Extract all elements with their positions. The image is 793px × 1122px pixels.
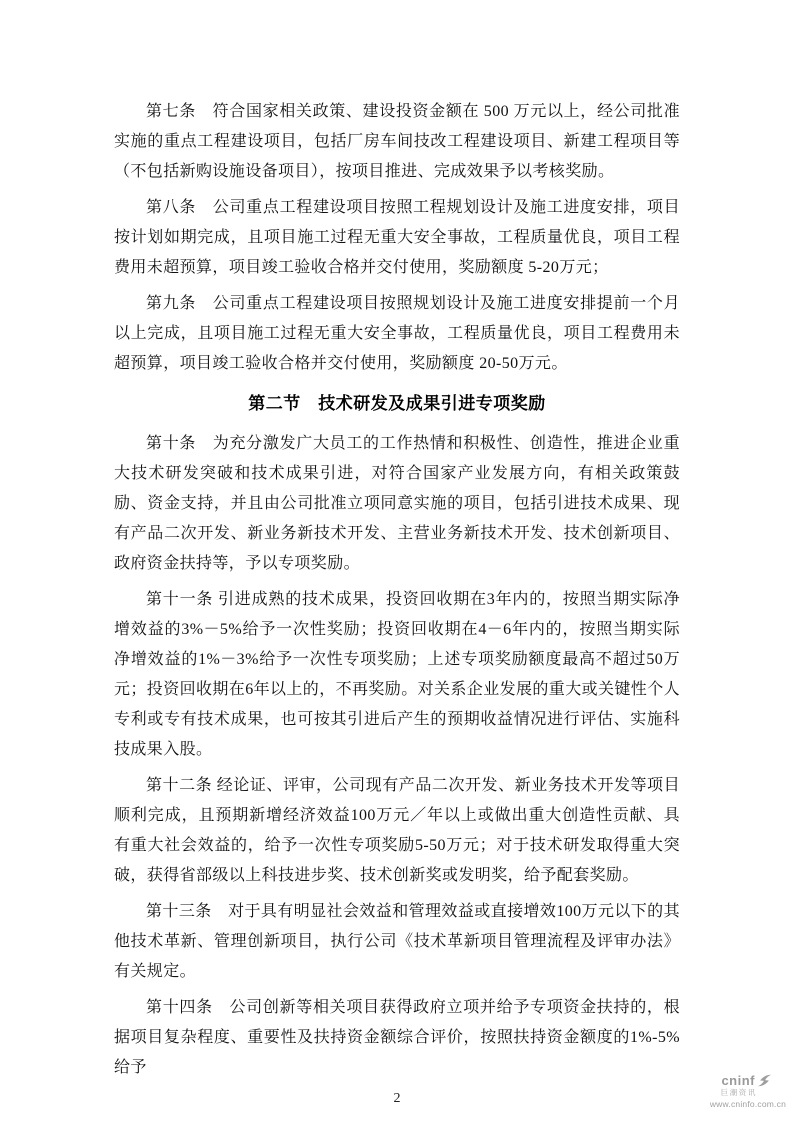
paragraph-article-11: 第十一条 引进成熟的技术成果，投资回收期在3年内的，按照当期实际净增效益的3%－5%给予一次性奖励；投资回收期在4－6年内的，按照当期实际净增效益的1%－3%给予一次性专项奖励；上述专项奖励额度最高不超过50万元；投资回收期在6年以上的，不再奖励。对关系企业发展的重大或关键性个人专利或专有技术成果，也可按其引进后产生的预期收益情况进行评估、实施科技成果入股。: [114, 591, 681, 758]
cninfo-brand-row: [710, 1074, 772, 1087]
cninfo-site-name: 巨潮资讯: [720, 1088, 757, 1097]
paragraph-article-13: 第十三条 对于具有明显社会效益和管理效益或直接增效100万元以下的其他技术革新、管理创新项目，执行公司《技术革新项目管理流程及评审办法》有关规定。: [114, 903, 680, 980]
paragraph-article-8: 第八条 公司重点工程建设项目按照工程规划设计及施工进度安排，项目按计划如期完成，且项目施工过程无重大安全事故，工程质量优良，项目工程费用未超预算，项目竣工验收合格并交付使用，奖励额度 5-20万元；: [114, 199, 680, 276]
cninfo-brand-text: cninf: [721, 1073, 755, 1088]
cninfo-url: www.cninfo.com.cn: [709, 1098, 786, 1109]
cninfo-swirl-icon: [757, 1074, 772, 1087]
paragraph-article-12: 第十二条 经论证、评审，公司现有产品二次开发、新业务技术开发等项目顺利完成，且预期新增经济效益100万元／年以上或做出重大创造性贡献、具有重大社会效益的，给予一次性专项奖励5-50万元；对于技术研发取得重大突破，获得省部级以上科技进步奖、技术创新奖或发明奖，给予配套奖励。: [114, 777, 680, 884]
paragraph-article-10: 第十条 为充分激发广大员工的工作热情和积极性、创造性，推进企业重大技术研发突破和技术成果引进，对符合国家产业发展方向，有相关政策鼓励、资金支持，并且由公司批准立项同意实施的项目，包括引进技术成果、现有产品二次开发、新业务新技术开发、主营业务新技术开发、技术创新项目、政府资金扶持等，予以专项奖励。: [114, 435, 680, 572]
section-heading: 第二节 技术研发及成果引进专项奖励: [248, 394, 546, 413]
page-number: 2: [393, 1091, 401, 1106]
paragraph-article-7: 第七条 符合国家相关政策、建设投资金额在 500 万元以上，经公司批准实施的重点工程建设项目，包括厂房车间技改工程建设项目、新建工程项目等（不包括新购设施设备项目），按项目推进、完成效果予以考核奖励。: [114, 103, 680, 180]
document-body: [114, 97, 680, 1109]
paragraph-article-14: 第十四条 公司创新等相关项目获得政府立项并给予专项资金扶持的，根据项目复杂程度、重要性及扶持资金额综合评价，按照扶持资金额度的1%-5%给予: [114, 999, 680, 1076]
paragraph-article-9: 第九条 公司重点工程建设项目按照规划设计及施工进度安排提前一个月以上完成，且项目施工过程无重大安全事故，工程质量优良，项目工程费用未超预算，项目竣工验收合格并交付使用，奖励额度 20-50万元。: [114, 295, 680, 372]
cninfo-watermark: [710, 1074, 786, 1108]
